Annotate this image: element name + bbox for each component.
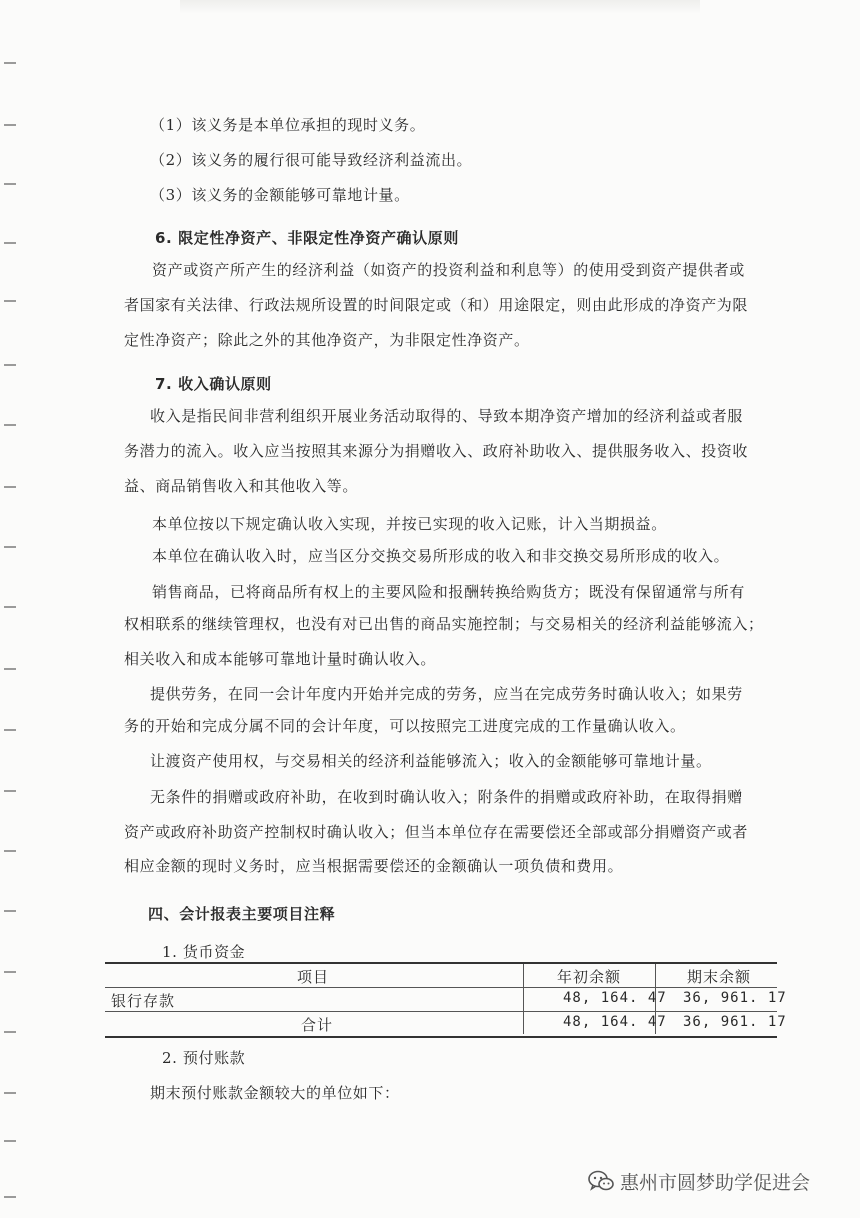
paragraph-line: 务的开始和完成分属不同的会计年度，可以按照完工进度完成的工作量确认收入。 — [124, 717, 686, 735]
paragraph-line: 提供劳务，在同一会计年度内开始并完成的劳务，应当在完成劳务时确认收入；如果劳 — [150, 685, 743, 703]
margin-tick — [4, 62, 16, 64]
margin-tick — [4, 729, 16, 731]
section-heading-6: 6. 限定性净资产、非限定性净资产确认原则 — [155, 229, 459, 247]
paragraph-line: 务潜力的流入。收入应当按照其来源分为捐赠收入、政府补助收入、提供服务收入、投资收 — [124, 442, 749, 460]
subheading-prepayments: 2. 预付账款 — [162, 1049, 246, 1067]
header-closing-balance: 期末余额 — [687, 968, 752, 986]
paragraph-line: 本单位在确认收入时，应当区分交换交易所形成的收入和非交换交易所形成的收入。 — [152, 547, 730, 565]
paragraph-line: 相关收入和成本能够可靠地计量时确认收入。 — [124, 650, 437, 668]
paragraph-line: 让渡资产使用权，与交易相关的经济利益能够流入；收入的金额能够可靠地计量。 — [150, 752, 712, 770]
table-total-row — [105, 1011, 787, 1035]
margin-tick — [4, 486, 16, 488]
margin-tick — [4, 300, 16, 302]
paragraph-line: 定性净资产；除此之外的其他净资产，为非限定性净资产。 — [124, 331, 530, 349]
row-label-bank-deposit: 银行存款 — [111, 992, 176, 1010]
header-item: 项目 — [297, 968, 330, 986]
opening-balance-value: 48, 164. 47 — [563, 990, 667, 1006]
margin-tick — [4, 124, 16, 126]
margin-tick — [4, 183, 16, 185]
header-opening-balance: 年初余额 — [557, 968, 622, 986]
section-heading-notes: 四、会计报表主要项目注释 — [148, 905, 336, 923]
margin-tick — [4, 1031, 16, 1033]
margin-tick — [4, 364, 16, 366]
margin-tick — [4, 971, 16, 973]
margin-tick — [4, 606, 16, 608]
section-heading-7: 7. 收入确认原则 — [155, 375, 272, 393]
paragraph-line: 资产或资产所产生的经济利益（如资产的投资利益和利息等）的使用受到资产提供者或 — [152, 261, 745, 279]
obligation-item-2: （2）该义务的履行很可能导致经济利益流出。 — [150, 151, 473, 169]
paragraph-line: 本单位按以下规定确认收入实现，并按已实现的收入记账，计入当期损益。 — [152, 515, 667, 533]
paragraph-line: 收入是指民间非营利组织开展业务活动取得的、导致本期净资产增加的经济利益或者服 — [150, 407, 743, 425]
margin-tick — [4, 910, 16, 912]
paragraph-line: 资产或政府补助资产控制权时确认收入；但当本单位存在需要偿还全部或部分捐赠资产或者 — [124, 823, 749, 841]
obligation-item-3: （3）该义务的金额能够可靠地计量。 — [150, 186, 410, 204]
margin-tick — [4, 1092, 16, 1094]
margin-tick — [4, 424, 16, 426]
opening-total-value: 48, 164. 47 — [563, 1014, 667, 1030]
scan-shadow — [180, 0, 700, 14]
table-header-row — [105, 964, 777, 988]
margin-tick — [4, 850, 16, 852]
wechat-icon — [588, 1170, 614, 1192]
margin-tick — [4, 790, 16, 792]
paragraph-line: 者国家有关法律、行政法规所设置的时间限定或（和）用途限定，则由此形成的净资产为限 — [124, 296, 749, 314]
watermark-text: 惠州市圆梦助学促进会 — [620, 1171, 811, 1194]
margin-tick — [4, 1196, 16, 1198]
subheading-cash: 1. 货币资金 — [162, 943, 246, 961]
margin-tick — [4, 242, 16, 244]
paragraph-line: 相应金额的现时义务时，应当根据需要偿还的金额确认一项负债和费用。 — [124, 857, 624, 875]
paragraph-line: 期末预付账款金额较大的单位如下： — [150, 1084, 400, 1102]
margin-tick — [4, 546, 16, 548]
paragraph-line: 权相联系的继续管理权，也没有对已出售的商品实施控制；与交易相关的经济利益能够流入； — [124, 615, 764, 633]
cash-table — [105, 962, 787, 1038]
wechat-watermark — [588, 1166, 810, 1196]
row-label-total: 合计 — [301, 1016, 334, 1034]
table-row — [105, 988, 787, 1011]
paragraph-line: 益、商品销售收入和其他收入等。 — [124, 477, 359, 495]
paragraph-line: 销售商品，已将商品所有权上的主要风险和报酬转换给购货方；既没有保留通常与所有 — [152, 583, 745, 601]
obligation-item-1: （1）该义务是本单位承担的现时义务。 — [150, 116, 426, 134]
closing-total-value: 36, 961. 17 — [683, 1014, 787, 1030]
closing-balance-value: 36, 961. 17 — [683, 990, 787, 1006]
margin-tick — [4, 668, 16, 670]
paragraph-line: 无条件的捐赠或政府补助，在收到时确认收入；附条件的捐赠或政府补助，在取得捐赠 — [150, 788, 743, 806]
margin-tick — [4, 1140, 16, 1142]
